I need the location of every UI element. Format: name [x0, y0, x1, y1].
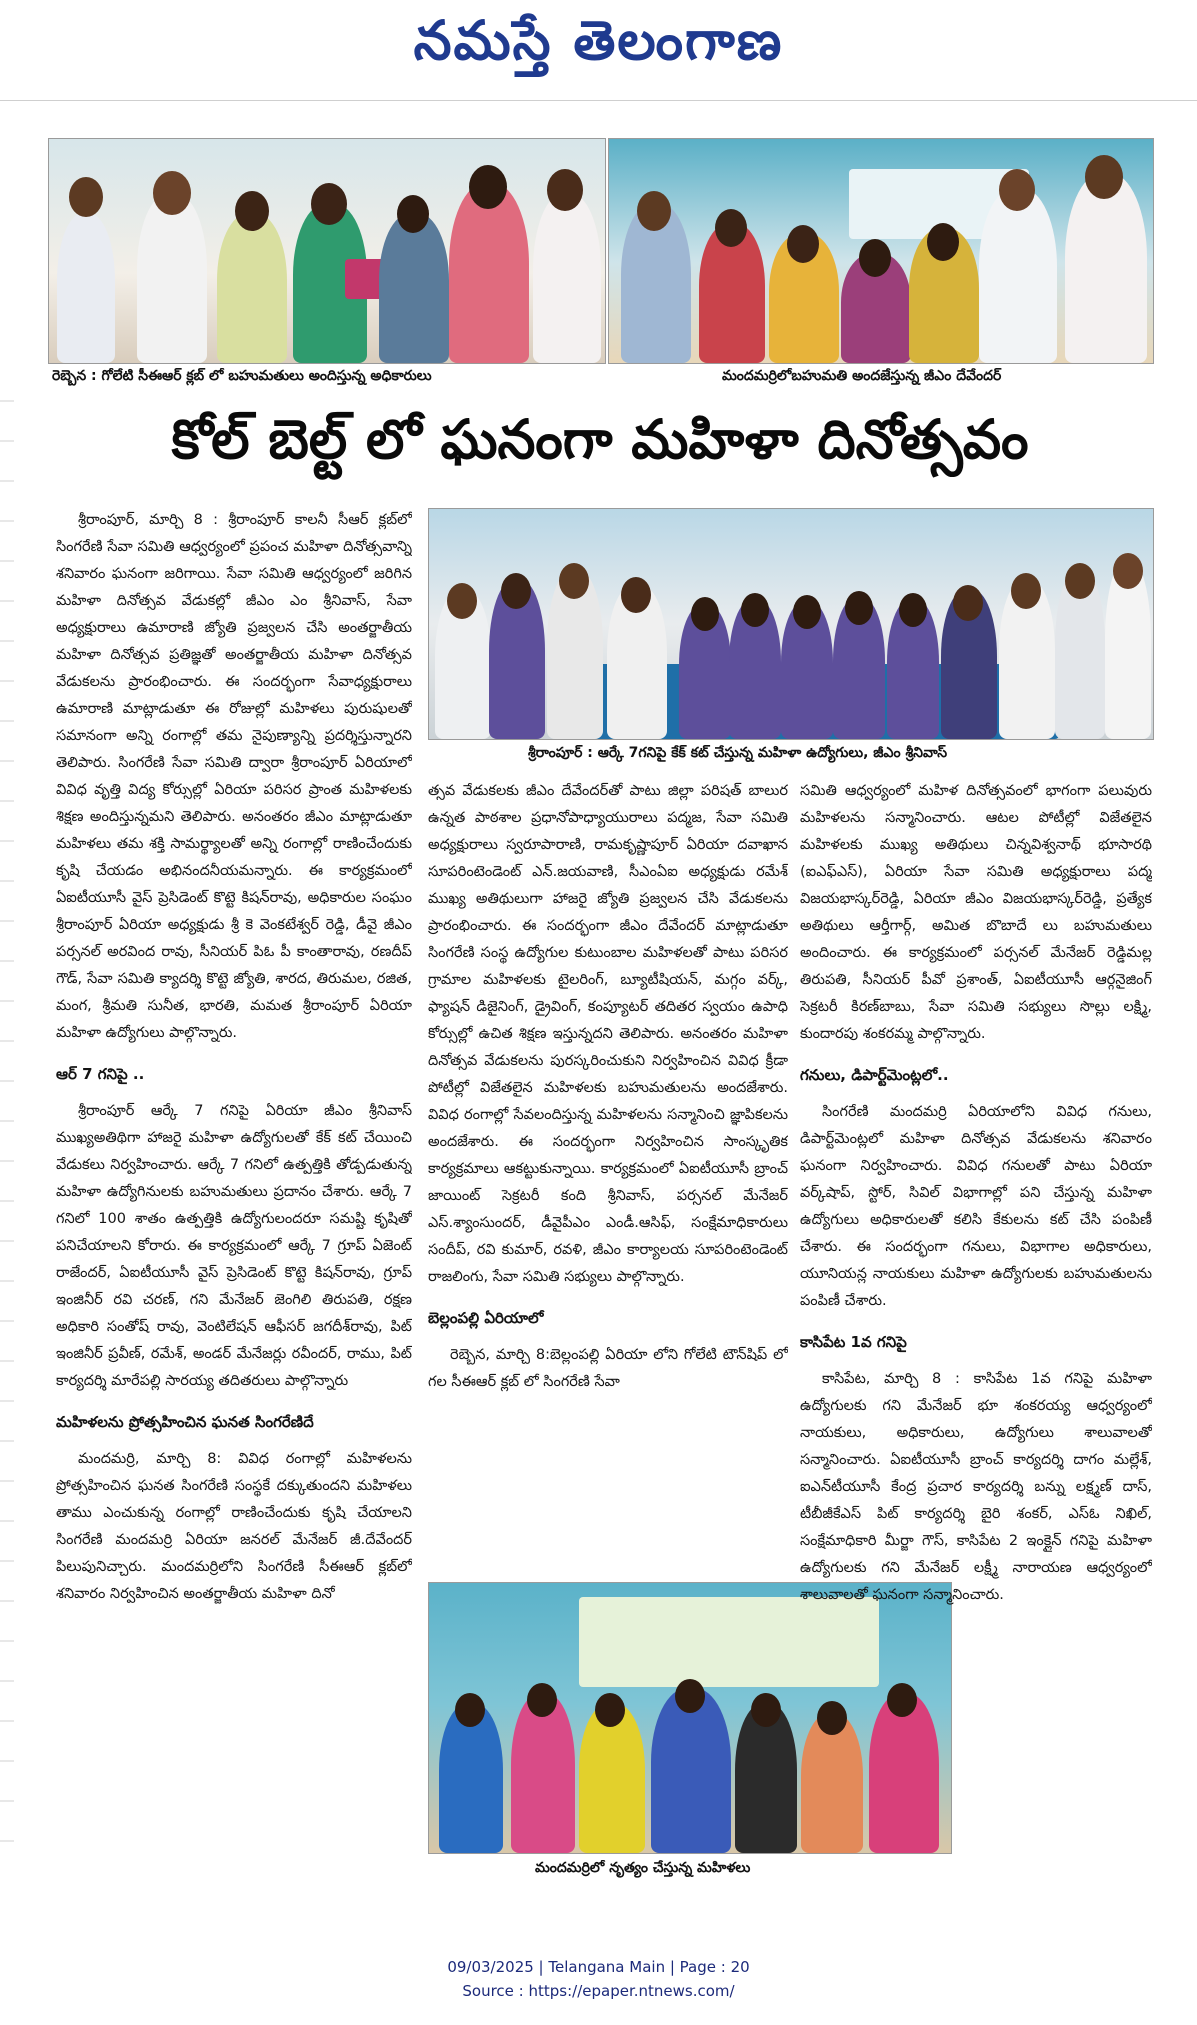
photo-caption-2: మందమర్రిలోబహుమతి అందజేస్తున్న జీఎం దేవేందర్ [722, 368, 1002, 384]
article-paragraph: కాసిపేట, మార్చి 8 : కాసిపేట 1వ గనిపై మహిళా ఉద్యోగులకు గని మేనేజర్ భూ శంకరయ్య ఆధ్వర్యంలో నాయకులు, అధికారులు, ఉద్యోగులు శాలువాలతో సన్మానించారు. ఏఐటీయూసీ బ్రాంచ్ కార్యదర్శి దాగం మల్లేశ్, ఐఎన్‌టీయూసీ కేంద్ర ప్రచార కార్యదర్శి బన్ను లక్ష్మణ్ దాస్, టీబీజీకేఎస్ పిట్ కార్యదర్శి బైరి శంకర్, ఎస్ఓ నిఖిల్, సంక్షేమాధికారి మీర్జా గౌస్, కాసిపేట 2 ఇంక్లైన్ గనిపై మహిళా ఉద్యోగులకు గని మేనేజర్ లక్ష్మీ నారాయణ ఆధ్వర్యంలో శాలువాలతో ఘనంగా సన్మానించారు. [800, 1371, 1152, 1603]
article-paragraph: మందమర్రి, మార్చి 8: వివిధ రంగాల్లో మహిళలను ప్రోత్సహించిన ఘనత సింగరేణి సంస్థకే దక్కుతుందని మహిళలు తాము ఎంచుకున్న రంగాల్లో రాణించేందుకు కృషి చేయాలని సింగరేణి మందమర్రి ఏరియా జనరల్ మేనేజర్ జీ.దేవేందర్ పిలుపునిచ్చారు. మందమర్రిలోని సింగరేణి సీఈఆర్ క్లబ్‌లో శనివారం నిర్వహించిన అంతర్జాతీయ మహిళా దినో [56, 1451, 412, 1602]
article-column-3 [800, 778, 1152, 1903]
article-paragraph: రెబ్బెన, మార్చి 8:బెల్లంపల్లి ఏరియా లోని గోలేటి టౌన్‌షిప్ లో గల సీఈఆర్ క్లబ్ లో సింగరేణి సేవా [428, 1347, 788, 1390]
photo-caption-4: మందమర్రిలో నృత్యం చేస్తున్న మహిళలు [535, 1860, 751, 1876]
article-paragraph: త్సవ వేడుకలకు జీఎం దేవేందర్‌తో పాటు జిల్లా పరిషత్ బాలుర ఉన్నత పాఠశాల ప్రధానోపాధ్యాయురాలు పద్మజ, సేవా సమితి అధ్యక్షురాలు స్వరూపారాణి, రామకృష్ణాపూర్ ఏరియా దవాఖాన సూపరింటెండెంట్ ఎన్.జయవాణి, సీఎంఏఐ అధ్యక్షుడు రమేశ్ ముఖ్య అతిథులుగా హాజరై జ్యోతి ప్రజ్వలన చేసి వేడుకలను ప్రారంభించారు. ఈ సందర్భంగా జీఎం దేవేందర్ మాట్లాడుతూ సింగరేణి సంస్థ ఉద్యోగుల కుటుంబాల మహిళలతో పాటు పరిసర గ్రామాల మహిళలకు టైలరింగ్, బ్యూటీషియన్, మగ్గం వర్క్, ఫ్యాషన్ డిజైనింగ్, డ్రైవింగ్, కంప్యూటర్ తదితర స్వయం ఉపాధి కోర్సుల్లో ఉచిత శిక్షణ ఇస్తున్నదని తెలిపారు. అనంతరం మహిళా దినోత్సవ వేడుకలను పురస్కరించుకుని నిర్వహించిన వివిధ క్రీడా పోటీల్లో విజేతలైన మహిళలకు బహుమతులను అందజేశారు. వివిధ రంగాల్లో సేవలందిస్తున్న మహిళలను సన్మానించి జ్ఞాపికలను అందజేశారు. ఈ సందర్భంగా నిర్వహించిన సాంస్కృతిక కార్యక్రమాలు ఆకట్టుకున్నాయి. కార్యక్రమంలో ఏఐటీయూసీ బ్రాంచ్ జాయింట్ సెక్రటరీ కంది శ్రీనివాస్, పర్సనల్ మేనేజర్ ఎస్.శ్యాంసుందర్, డీవైపీఎం ఎండీ.ఆసిఫ్, సంక్షేమాధికారులు సందీప్, రవి కుమార్, రవళి, జీఎం కార్యాలయ సూపరింటెండెంట్ రాజలింగు, సేవా సమితి సభ్యులు పాల్గొన్నారు. [428, 783, 788, 1285]
article-paragraph: శ్రీరాంపూర్, మార్చి 8 : శ్రీరాంపూర్ కాలనీ సీఆర్ క్లబ్‌లో సింగరేణి సేవా సమితి ఆధ్వర్యంలో ప్రపంచ మహిళా దినోత్సవాన్ని శనివారం ఘనంగా జరిగాయి. సేవా సమితి ఆధ్వర్యంలో జరిగిన మహిళా దినోత్సవ వేడుకల్లో జీఎం ఎం శ్రీనివాస్, సేవా అధ్యక్షురాలు ఉమారాణి జ్యోతి ప్రజ్వలన చేసి అంతర్జాతీయ మహిళా దినోత్సవ ప్రతిజ్ఞతో అంతర్జాతీయ మహిళా దినోత్సవ వేడుకలను ప్రారంభించారు. ఈ సందర్భంగా సేవాధ్యక్షురాలు ఉమారాణి మాట్లాడుతూ ఈ రోజుల్లో మహిళలు పురుషులతో సమానంగా అన్ని రంగాల్లో తమ నైపుణ్యాన్ని ప్రదర్శిస్తున్నారని తెలిపారు. సింగరేణి సేవా సమితి ద్వారా శ్రీరాంపూర్ ఏరియాలో వివిధ వృత్తి విద్య కోర్సుల్లో ఏరియా పరిసర ప్రాంత మహిళలకు శిక్షణ అందిస్తున్నమని తెలిపారు. అనంతరం జీఎం మాట్లాడుతూ మహిళలు తమ శక్తి సామర్థ్యాలతో అన్ని రంగాల్లో రాణించేందుకు కృషి చేయడం అభినందనీయమన్నారు. ఈ కార్యక్రమంలో ఏఐటీయూసీ వైస్ ప్రెసిడెంట్ కొట్టె కిషన్‌రావు, అధికారుల సంఘం శ్రీరాంపూర్ ఏరియా అధ్యక్షుడు శ్రీ కె వెంకటేశ్వర్ రెడ్డి, డీవై జీఎం పర్సనల్ అరవింద రావు, సీనియర్ పిఓ పీ కాంతారావు, రణదీప్ గౌడ్, సేవా సమితి క్యాదర్శి కొట్టె జ్యోతి, శారద, తిరుమల, రజిత, మంగ, శ్రీమతి సునీత, భారతి, మమత శ్రీరాంపూర్ ఏరియా మహిళా ఉద్యోగులు పాల్గొన్నారు. [56, 512, 412, 1041]
article-column-2 [428, 778, 788, 1568]
photo-rebbena-prize [48, 138, 606, 364]
article-column-1 [56, 507, 412, 1902]
subheading: కాసిపేట 1వ గనిపై [800, 1333, 907, 1351]
article-paragraph: శ్రీరాంపూర్ ఆర్కే 7 గనిపై ఏరియా జీఎం శ్రీనివాస్ ముఖ్యఅతిథిగా హాజరై మహిళా ఉద్యోగులతో కేక్ కట్ చేయించి వేడుకలు నిర్వహించారు. ఆర్కే 7 గనిలో ఉత్పత్తికి తోడ్పడుతున్న మహిళా ఉద్యోగినులకు బహుమతులు ప్రదానం చేశారు. ఆర్కే 7 గనిలో 100 శాతం ఉత్పత్తికి ఉద్యోగులందరూ సమష్టి కృషితో పనిచేయాలని కోరారు. ఈ కార్యక్రమంలో ఆర్కే 7 గ్రూప్ ఏజెంట్ రాజేందర్, ఏఐటీయూసీ వైస్ ప్రెసిడెంట్ కొట్టె కిషన్‌రావు, గ్రూప్ ఇంజినీర్ రవి చరణ్, గని మేనేజర్ జెంగిలి తిరుపతి, రక్షణ అధికారి సంతోష్ రావు, వెంటిలేషన్ ఆఫీసర్ జగదీశ్‌రావు, పిట్ ఇంజినీర్ ప్రవీణ్, రమేశ్, అండర్ మేనేజర్లు రవీందర్, రాము, పిట్ కార్యదర్శి మారేపల్లి సారయ్య తదితరులు పాల్గొన్నారు [56, 1103, 412, 1389]
adjacent-page-edge [0, 400, 14, 1880]
photo-caption-1: రెబ్బెన : గోలేటి సీఈఆర్ క్లబ్ లో బహుమతులు అందిస్తున్న అధికారులు [52, 368, 432, 384]
masthead [0, 0, 1197, 101]
photo-srirampur-cake [428, 508, 1154, 740]
photo-mandamarri-prize [608, 138, 1154, 364]
subheading: మహిళలను ప్రోత్సహించిన ఘనత సింగరేణిదే [56, 1413, 314, 1431]
edition-info: 09/03/2025 | Telangana Main | Page : 20 [447, 1958, 750, 1976]
main-headline: కోల్ బెల్ట్ లో ఘనంగా మహిళా దినోత్సవం [171, 408, 1029, 471]
photo-caption-3: శ్రీరాంపూర్ : ఆర్కే 7గనిపై కేక్ కట్ చేస్తున్న మహిళా ఉద్యోగులు, జీఎం శ్రీనివాస్ [528, 745, 948, 761]
source-link[interactable]: Source : https://epaper.ntnews.com/ [462, 1982, 735, 2000]
article-paragraph: సమితి ఆధ్వర్యంలో మహిళ దినోత్సవంలో భాగంగా పలువురు మహిళలను సన్మానించారు. ఆటల పోటీల్లో విజేతలైన మహిళలకు ముఖ్య అతిథులు చిన్నవిశ్వనాథ్ భూసారథి (ఐఎఫ్ఎస్), ఏరియా సేవా సమితి అధ్యక్షురాలు పద్మ విజయభాస్కర్‌రెడ్డి, ఏరియా జీఎం విజయభాస్కర్‌రెడ్డి, ప్రత్యేక అతిథులు ఆర్తీగార్గ్, అమిత బొబాదే లు బహుమతులు అందించారు. ఈ కార్యక్రమంలో పర్సనల్ మేనేజర్ రెడ్డిమల్ల తిరుపతి, సీనియర్ పీవో ప్రశాంత్, ఏఐటీయూసీ ఆర్గనైజింగ్ సెక్రటరీ కిరణ్‌బాబు, సేవా సమితి సభ్యులు సొల్లు లక్ష్మి, కుందారపు శంకరమ్మ పాల్గొన్నారు. [800, 783, 1152, 1042]
subheading: బెల్లంపల్లి ఏరియాలో [428, 1309, 544, 1327]
newspaper-logo: నమస్తే తెలంగాణ [413, 8, 784, 72]
subheading: ఆర్ 7 గనిపై .. [56, 1065, 145, 1083]
page-footer [0, 1955, 1197, 2015]
article-paragraph: సింగరేణి మందమర్రి ఏరియాలోని వివిధ గనులు, డిపార్ట్‌మెంట్లలో మహిళా దినోత్సవ వేడుకలను శనివారం ఘనంగా నిర్వహించారు. వివిధ గనులతో పాటు ఏరియా వర్క్‌షాప్, స్టోర్, సివిల్ విభాగాల్లో పని చేస్తున్న మహిళా ఉద్యోగులు అధికారులతో కలిసి కేకులను కట్ చేసి పంపిణీ చేశారు. ఈ సందర్భంగా గనులు, విభాగాల అధికారులు, యూనియన్ల నాయకులు మహిళా ఉద్యోగులకు బహుమతులను పంపిణీ చేశారు. [800, 1104, 1152, 1309]
subheading: గనులు, డిపార్ట్‌మెంట్లలో.. [800, 1066, 949, 1084]
